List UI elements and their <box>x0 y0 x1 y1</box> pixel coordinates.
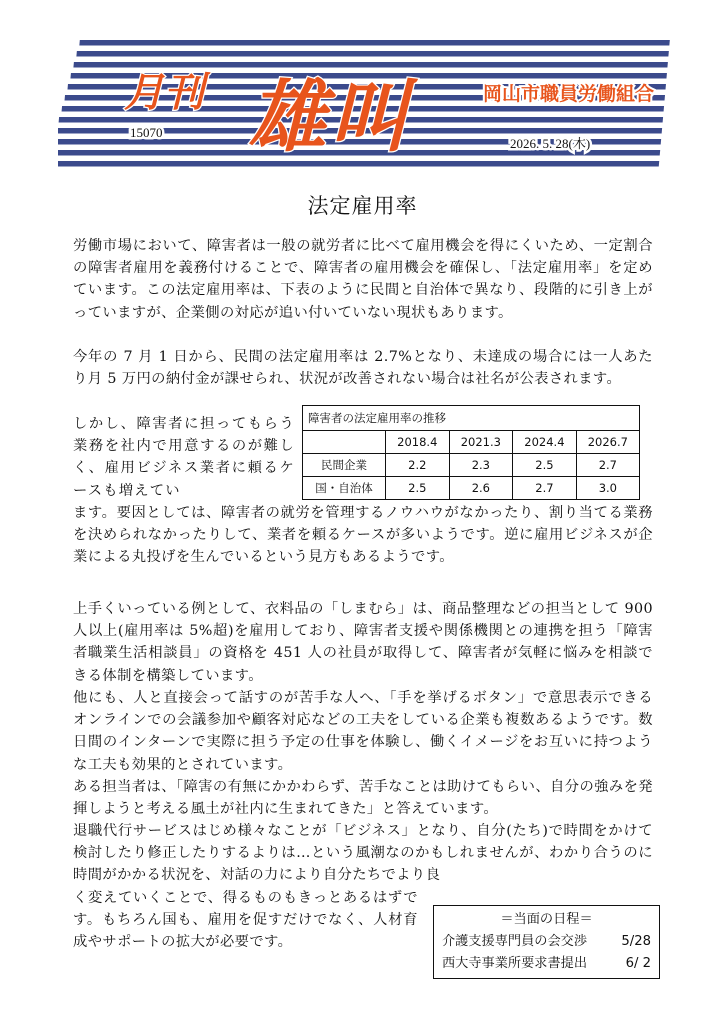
rate-table <box>302 405 640 500</box>
table-cell: 2.7 <box>513 477 577 500</box>
table-cell: 2.2 <box>386 454 450 477</box>
union-name: 岡山市職員労働組合 <box>483 83 655 105</box>
paragraph-2: 今年の 7 月 1 日から、民間の法定雇用率は 2.7%となり、未達成の場合には一人あたり月 5 万円の納付金が課せられ、状況が改善されない場合は社名が公表されます。 <box>73 349 653 388</box>
table-cell: 2.6 <box>449 477 513 500</box>
schedule-item <box>434 931 659 953</box>
paragraph-3-wrap: しかし、障害者に担ってもらう業務を社内で用意するのが難しく、雇用ビジネス業者に頼るケースも増えてい <box>73 416 295 499</box>
masthead-title-small: 月刊 <box>124 70 204 116</box>
schedule-item-label: 西大寺事業所要求書提出 <box>442 956 588 971</box>
table-cell: 2.7 <box>576 454 639 477</box>
row-label: 民間企業 <box>303 454 386 477</box>
table-cell: 3.0 <box>576 477 639 500</box>
table-cell: 2.5 <box>513 454 577 477</box>
article-title: 法定雇用率 <box>307 194 418 218</box>
schedule-item-date: 6/ 2 <box>625 956 651 971</box>
table-corner <box>303 431 386 454</box>
table-header: 2018.4 <box>386 431 450 454</box>
table-row <box>303 477 639 500</box>
schedule-item-date: 5/28 <box>621 934 651 949</box>
schedule-box <box>433 905 660 979</box>
table-header-row <box>303 431 639 454</box>
table-header: 2026.7 <box>576 431 639 454</box>
table-cell: 2.3 <box>449 454 513 477</box>
rate-table-caption: 障害者の法定雇用率の推移 <box>308 411 446 425</box>
schedule-item-label: 介護支援専門員の会交渉 <box>442 934 588 949</box>
table-header: 2021.3 <box>449 431 513 454</box>
masthead <box>58 38 670 168</box>
paragraph-3-cont: ます。要因としては、障害者の就労を管理するノウハウがなかったり、割り当てる業務を決められなかったりして、業者を頼るケースが多いようです。逆に雇用ビジネスが企業による丸投げを生んでいるという見方もあるようです。 <box>73 505 653 566</box>
paragraph-7-wrap: く変えていくことで、得るものもきっとあるはずです。もちろん国も、雇用を促すだけでなく、人材育成やサポートの拡大が必要です。 <box>73 890 418 951</box>
paragraph-6: ある担当者は、「障害の有無にかかわらず、苦手なことは助けてもらい、自分の強みを発揮しようと考える風土が社内に生まれてきた」と答えています。 <box>73 779 653 818</box>
table-row <box>303 454 639 477</box>
schedule-title: ＝当面の日程＝ <box>500 912 593 927</box>
paragraph-4: 上手くいっている例として、衣料品の「しまむら」は、商品整理などの担当として 900 人以上(雇用率は 5%超)を雇用しており、障害者支援や関係機関との連携を担う「障害者職業生活相談員」の資格を 451 人の社員が取得して、障害者が気軽に悩みを相談できる体制を構築しています。 <box>73 601 653 684</box>
masthead-title-large: 雄叫 <box>248 73 413 163</box>
schedule-item <box>434 953 659 975</box>
issue-number: 15070 <box>130 125 163 140</box>
paragraph-7: 退職代行サービスはじめ様々なことが「ビジネス」となり、自分(たち)で時間をかけて検討したり修正したりするよりは…という風潮なのかもしれませんが、わかり合うのに時間がかかる状況を、対話の力により自分たちでより良 <box>73 823 653 884</box>
table-cell: 2.5 <box>386 477 450 500</box>
issue-date: 2026. 5. 28(木) <box>510 136 591 151</box>
paragraph-1: 労働市場において、障害者は一般の就労者に比べて雇用機会を得にくいため、一定割合の障害者雇用を義務付けることで、障害者の雇用機会を確保し、「法定雇用率」を定めています。この法定雇用率は、下表のように民間と自治体で異なり、段階的に引き上がっていますが、企業側の対応が追い付いていない現状もあります。 <box>73 238 653 321</box>
paragraph-5: 他にも、人と直接会って話すのが苦手な人へ、「手を挙げるボタン」で意思表示できるオンラインでの会議参加や顧客対応などの工夫をしている企業も複数あるようです。数日間のインターンで実際に担う予定の仕事を体験し、働くイメージをお互いに持つような工夫も効果的とされています。 <box>73 690 653 773</box>
row-label: 国・自治体 <box>303 477 386 500</box>
table-header: 2024.4 <box>513 431 577 454</box>
